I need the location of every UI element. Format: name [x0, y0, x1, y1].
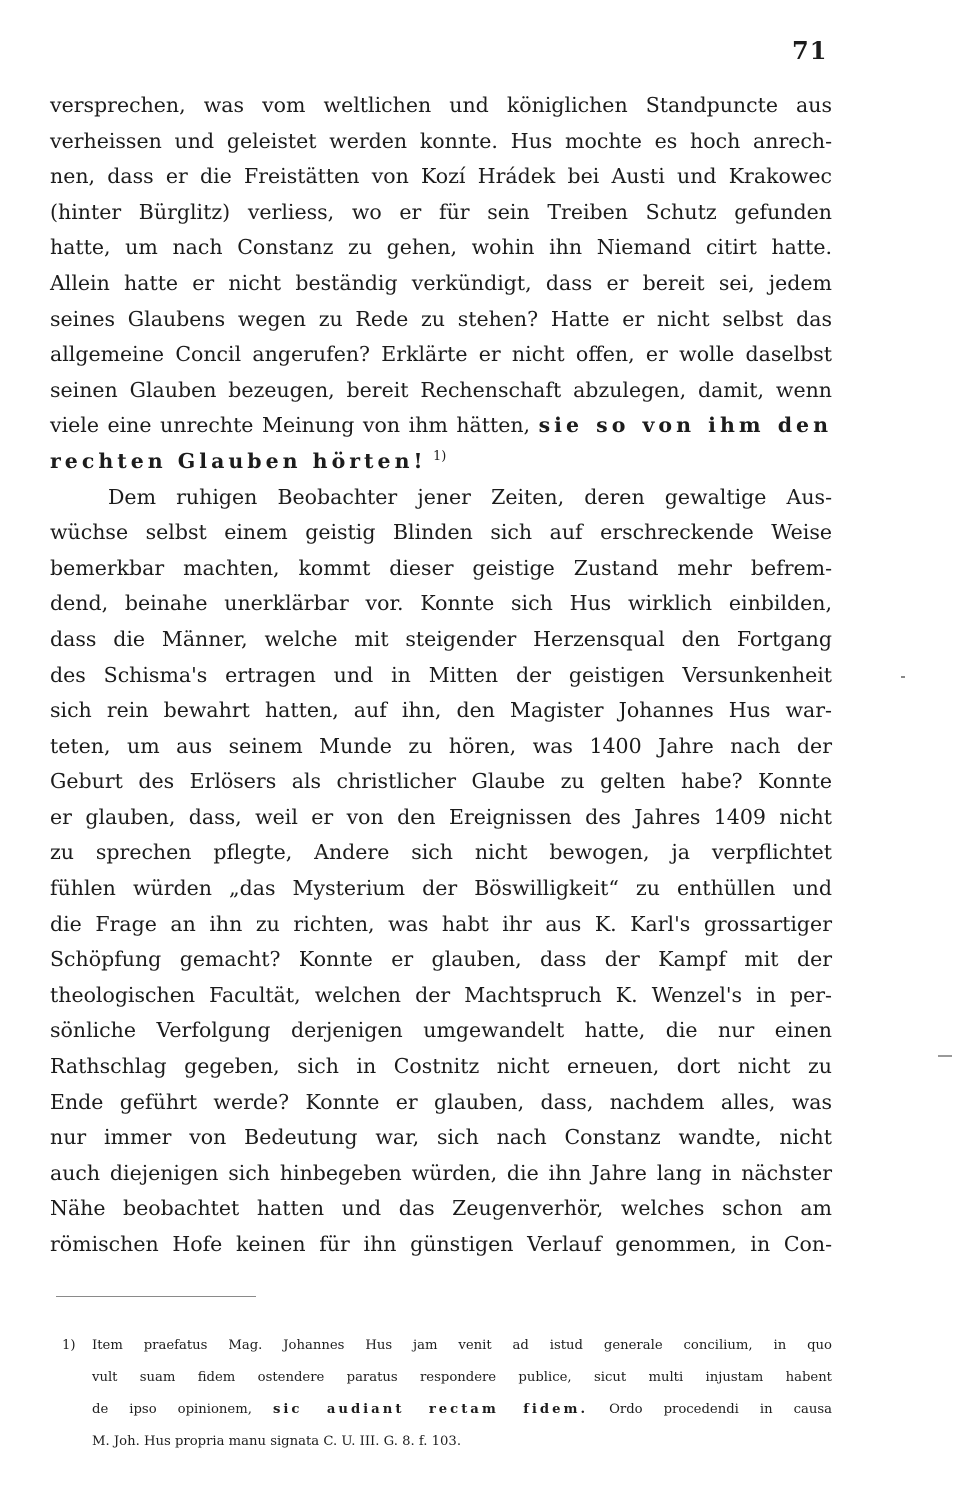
footnote	[62, 1330, 832, 1458]
text-line: zu sprechen pflegte, Andere sich nicht bewogen, ja verpflichtet	[50, 840, 832, 865]
text-line: auch diejenigen sich hinbegeben würden, die ihn Jahre lang in nächster	[50, 1160, 832, 1185]
text-line: Dem ruhigen Beobachter jener Zeiten, deren gewaltige Aus-	[108, 484, 832, 509]
emphasized-text: sic audiant rectam fidem.	[272, 1402, 589, 1417]
text-line	[50, 444, 832, 480]
text-line: sönliche Verfolgung derjenigen umgewandelt hatte, die nur einen	[50, 1018, 832, 1043]
text-line: allgemeine Concil angerufen? Erklärte er nicht offen, er wolle daselbst	[50, 342, 832, 367]
footnote-marker: 1)	[62, 1338, 76, 1353]
text-line: bemerkbar machten, kommt dieser geistige Zustand mehr befrem-	[50, 555, 832, 580]
text-line: verheissen und geleistet werden konnte. Hus mochte es hoch anrech-	[50, 128, 832, 153]
text-line: sich rein bewahrt hatten, auf ihn, den Magister Johannes Hus war-	[50, 698, 832, 723]
footnote-text: Ordo procedendi in causa	[609, 1402, 832, 1417]
text-line: des Schisma's ertragen und in Mitten der geistigen Versunkenheit	[50, 662, 832, 687]
text-line: versprechen, was vom weltlichen und königlichen Standpuncte aus	[50, 93, 832, 117]
text-line: die Frage an ihn zu richten, was habt ihr aus K. Karl's grossartiger	[50, 911, 832, 936]
text-line: Allein hatte er nicht beständig verkündigt, dass er bereit sei, jedem	[50, 270, 832, 295]
text-line: Geburt des Erlösers als christlicher Glaube zu gelten habe? Konnte	[50, 769, 832, 794]
scan-speck	[901, 676, 905, 678]
scan-mark	[938, 1055, 952, 1057]
footnote-line: vult suam fidem ostendere paratus respondere publice, sicut multi injustam habent	[92, 1370, 832, 1385]
text-segment: viele eine unrechte Meinung von ihm hätten,	[50, 413, 531, 438]
text-line: theologischen Facultät, welchen der Machtspruch K. Wenzel's in per-	[50, 982, 832, 1007]
text-line: fühlen würden „das Mysterium der Böswilligkeit“ zu enthüllen und	[50, 876, 832, 901]
text-line: nen, dass er die Freistätten von Kozí Hrádek bei Austi und Krakowec	[50, 164, 832, 189]
emphasized-text: sie so von ihm den	[538, 413, 832, 438]
body-text	[50, 88, 832, 1263]
text-line: (hinter Bürglitz) verliess, wo er für sein Treiben Schutz gefunden	[50, 199, 832, 224]
footnote-line	[62, 1330, 832, 1362]
text-line: Schöpfung gemacht? Konnte er glauben, dass der Kampf mit der	[50, 947, 832, 972]
text-line: er glauben, dass, weil er von den Ereignissen des Jahres 1409 nicht	[50, 804, 832, 829]
text-line: römischen Hofe keinen für ihn günstigen Verlauf genommen, in Con-	[50, 1232, 832, 1256]
text-line: dass die Männer, welche mit steigender Herzensqual den Fortgang	[50, 626, 832, 651]
text-line	[50, 408, 832, 444]
footnote-text: Item praefatus Mag. Johannes Hus jam venit ad istud generale concilium, in quo	[92, 1338, 832, 1353]
text-line: dend, beinahe unerklärbar vor. Konnte sich Hus wirklich einbilden,	[50, 591, 832, 616]
text-line: teten, um aus seinem Munde zu hören, was 1400 Jahre nach der	[50, 733, 832, 758]
footnote-line: M. Joh. Hus propria manu signata C. U. III. G. 8. f. 103.	[92, 1434, 462, 1449]
footnote-reference: 1)	[433, 449, 447, 465]
footnote-line	[62, 1394, 832, 1426]
text-line: wüchse selbst einem geistig Blinden sich auf erschreckende Weise	[50, 520, 832, 545]
text-line: Ende geführt werde? Konnte er glauben, dass, nachdem alles, was	[50, 1089, 832, 1114]
text-line: Rathschlag gegeben, sich in Costnitz nicht erneuen, dort nicht zu	[50, 1054, 832, 1079]
text-line: seinen Glauben bezeugen, bereit Rechenschaft abzulegen, damit, wenn	[50, 377, 832, 402]
page-number: 71	[792, 36, 828, 65]
footnote-divider	[56, 1296, 256, 1297]
text-line: nur immer von Bedeutung war, sich nach Constanz wandte, nicht	[50, 1125, 832, 1150]
text-line: Nähe beobachtet hatten und das Zeugenverhör, welches schon am	[50, 1196, 832, 1221]
text-line: seines Glaubens wegen zu Rede zu stehen? Hatte er nicht selbst das	[50, 306, 832, 331]
text-line: hatte, um nach Constanz zu gehen, wohin ihn Niemand citirt hatte.	[50, 235, 832, 260]
footnote-text: de ipso opinionem,	[92, 1402, 252, 1417]
emphasized-text: rechten Glauben hörten!	[50, 448, 427, 473]
